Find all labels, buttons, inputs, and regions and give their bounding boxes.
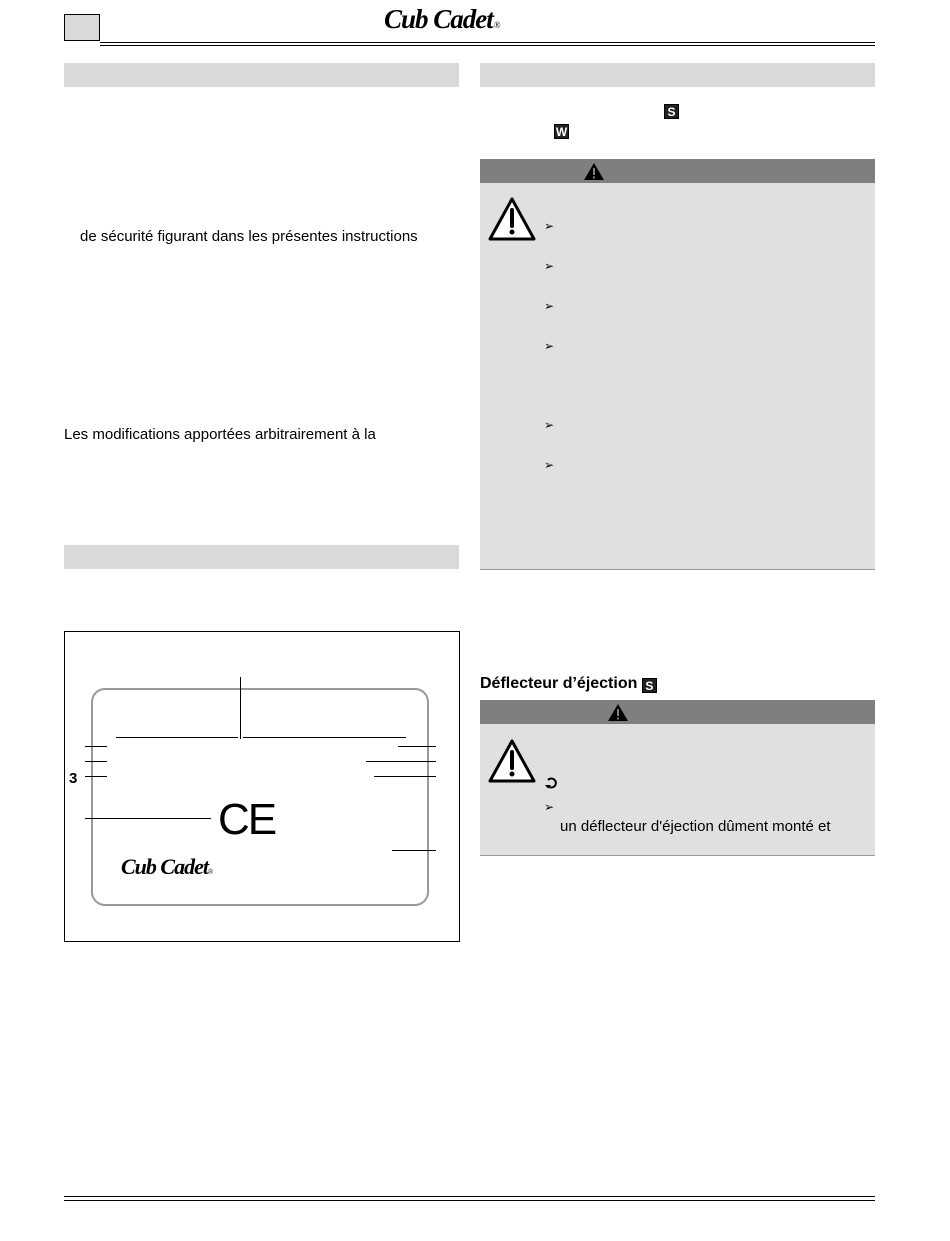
header-rule <box>100 42 875 43</box>
header-rule-thin <box>100 45 875 46</box>
callout-line <box>85 746 107 747</box>
arrow-bullet-icon: ➢ <box>544 418 555 432</box>
deflector-heading: Déflecteur d’éjection S <box>480 675 657 693</box>
divider <box>480 855 875 856</box>
ce-mark: CE <box>218 795 276 844</box>
badge-s: S <box>664 104 679 119</box>
warning-box-1 <box>480 159 875 569</box>
divider <box>480 569 875 570</box>
callout-line <box>366 761 436 762</box>
callout-line <box>392 850 436 851</box>
arrow-bullet-icon: ➢ <box>544 339 555 353</box>
deflector-text: un déflecteur d'éjection dûment monté et <box>560 818 831 835</box>
warning-box-2 <box>480 700 875 855</box>
footer-rule-thin <box>64 1200 875 1201</box>
arrow-bullet-icon: ➢ <box>544 259 555 273</box>
text-safety-instructions: de sécurité figurant dans les présentes instructions <box>80 228 418 245</box>
badge-w: W <box>555 125 568 139</box>
circle-arrow-icon <box>545 777 557 789</box>
section-bar-left-2 <box>64 545 459 569</box>
arrow-bullet-icon: ➢ <box>544 299 555 313</box>
text-modifications: Les modifications apportées arbitrairement à la <box>64 426 376 443</box>
badge-s: S <box>642 678 657 693</box>
warning-triangle-icon <box>487 738 537 784</box>
callout-line <box>85 776 107 777</box>
warning-triangle-icon <box>487 196 537 242</box>
callout-number-3: 3 <box>69 770 78 787</box>
section-bar-right-1 <box>480 63 875 87</box>
warning-header <box>480 700 875 724</box>
arrow-bullet-icon: ➢ <box>544 458 555 472</box>
callout-line <box>240 677 241 739</box>
callout-line <box>85 818 211 819</box>
warning-header <box>480 159 875 183</box>
arrow-bullet-icon: ➢ <box>544 219 555 233</box>
callout-line <box>243 737 406 738</box>
callout-line <box>85 761 107 762</box>
page-number-box <box>64 14 100 41</box>
arrow-bullet-icon: ➢ <box>544 800 555 814</box>
warning-triangle-icon <box>583 162 605 181</box>
warning-triangle-icon <box>607 703 629 722</box>
brand-logo-small: Cub Cadet® <box>121 854 213 879</box>
footer-rule <box>64 1196 875 1197</box>
callout-line <box>116 737 238 738</box>
callout-line <box>374 776 436 777</box>
callout-line <box>398 746 436 747</box>
brand-logo: Cub Cadet® <box>384 4 500 34</box>
section-bar-left-1 <box>64 63 459 87</box>
